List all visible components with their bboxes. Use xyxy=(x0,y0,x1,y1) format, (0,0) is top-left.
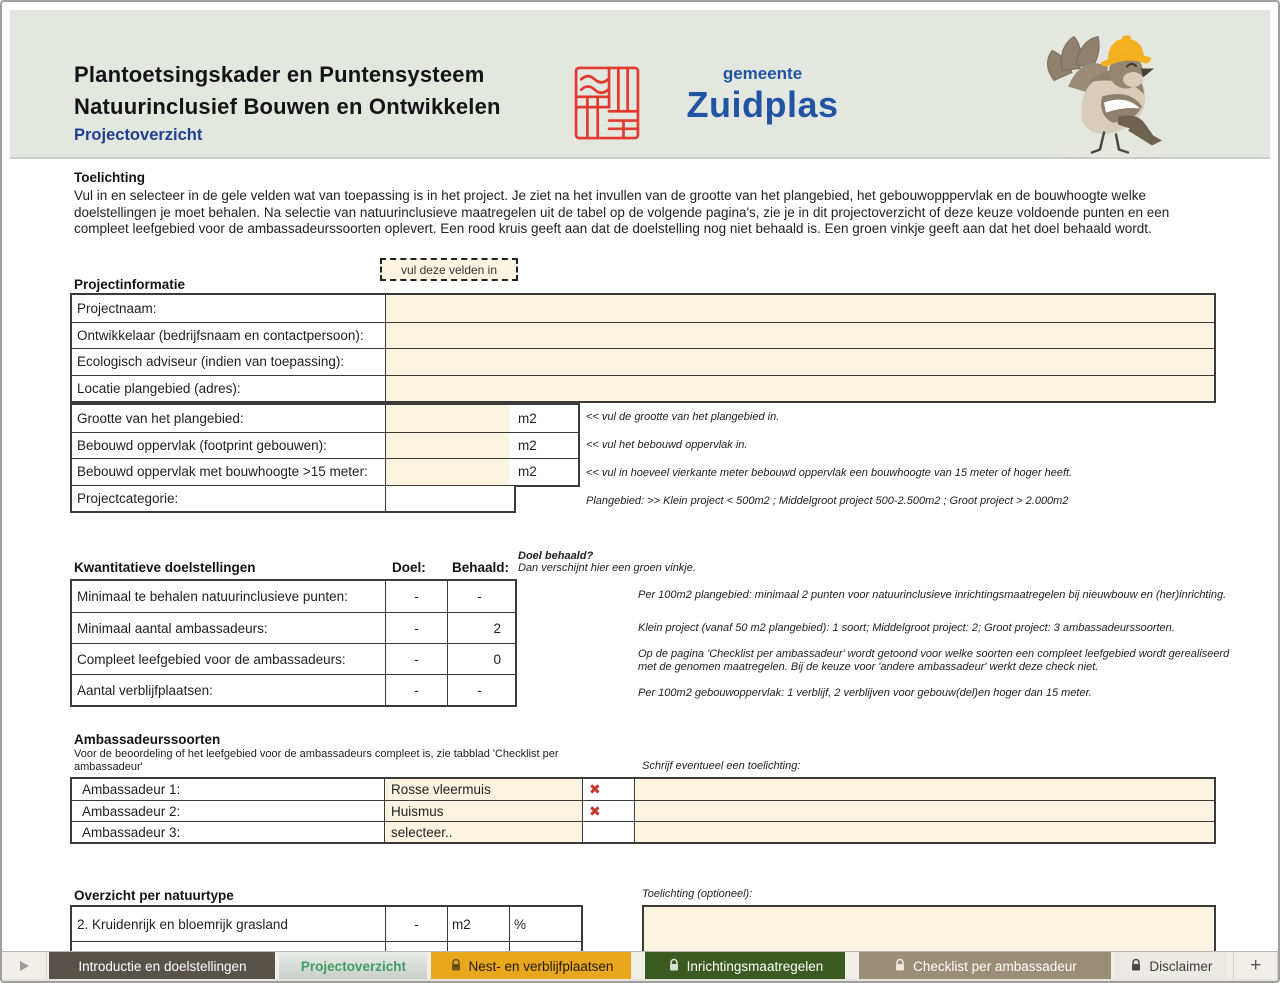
lock-icon xyxy=(450,958,462,975)
row-label: Aantal verblijfplaatsen: xyxy=(77,682,213,698)
table-row xyxy=(72,800,1214,821)
nature-toelichting-field[interactable] xyxy=(642,905,1216,957)
goal-achieved-cell: - xyxy=(447,675,511,705)
nature-right-label: Toelichting (optioneel): xyxy=(642,888,753,900)
field-projectnaam[interactable] xyxy=(385,295,1214,322)
table-row xyxy=(72,322,1214,349)
field-bebouwd-oppervlak[interactable] xyxy=(385,433,509,459)
goals-note-title: Doel behaald? xyxy=(518,550,594,562)
field-ecologisch-adviseur[interactable] xyxy=(385,349,1214,375)
page-title-line2: Natuurinclusief Bouwen en Ontwikkelen xyxy=(74,94,501,119)
project-info-table-bottom xyxy=(70,403,516,513)
add-sheet-button[interactable] xyxy=(1233,952,1278,980)
goal-target-cell: - xyxy=(385,644,447,674)
goals-hints xyxy=(638,579,1250,710)
lock-icon xyxy=(1130,958,1142,975)
goals-heading: Kwantitatieve doelstellingen xyxy=(74,560,256,575)
row-label: Ontwikkelaar (bedrijfsnaam en contactpersoon): xyxy=(77,327,364,343)
table-row xyxy=(72,581,515,612)
ambassador-1-toelichting-field[interactable] xyxy=(634,779,1214,800)
tab-label: Checklist per ambassadeur xyxy=(913,958,1077,974)
project-info-hints xyxy=(586,403,1226,516)
table-row xyxy=(72,643,515,674)
page-title-line1: Plantoetsingskader en Puntensysteem xyxy=(74,62,485,87)
ambassador-2-select[interactable]: Huismus xyxy=(384,801,582,821)
goal-target-cell: - xyxy=(385,581,447,612)
hint-text: << vul in hoeveel vierkante meter bebouwd oppervlak een bouwhoogte van 15 meter of hoger heeft. xyxy=(586,467,1073,480)
hint-text: Op de pagina 'Checklist per ambassadeur' wordt getoond voor welke soorten een compleet leefgebied wordt gerealiseerd met de genomen maatregelen. Bij de keuze voor 'andere ambassadeur' werkt deze check niet. xyxy=(638,648,1230,673)
hint-text: << vul de grootte van het plangebied in. xyxy=(586,411,780,423)
unit-m2: m2 xyxy=(518,437,537,453)
table-row xyxy=(72,348,1214,375)
sheet-tab-bar xyxy=(2,951,1278,980)
unit-column xyxy=(514,403,580,487)
table-row xyxy=(72,612,515,643)
nature-value-cell: - xyxy=(385,907,447,941)
row-label: 2. Kruidenrijk en bloemrijk grasland xyxy=(77,916,288,932)
statusbar-strip xyxy=(2,979,1278,983)
goal-achieved-cell: 2 xyxy=(447,613,511,643)
field-locatie-plangebied[interactable] xyxy=(385,376,1214,402)
row-label: Minimaal te behalen natuurinclusieve punten: xyxy=(77,589,348,604)
tab-scroll-button[interactable] xyxy=(2,952,47,980)
red-cross-icon: ✖ xyxy=(589,802,601,819)
table-row xyxy=(72,295,1214,322)
hint-text: << vul het bebouwd oppervlak in. xyxy=(586,439,748,452)
row-label: Ecologisch adviseur (indien van toepassing): xyxy=(77,354,345,370)
header-band xyxy=(10,10,1270,159)
table-row xyxy=(72,907,581,941)
plus-icon: + xyxy=(1250,955,1262,976)
hint-text: Per 100m2 plangebied: minimaal 2 punten voor natuurinclusieve inrichtingsmaatregelen bij nieuwbouw en (her)inrichting. xyxy=(638,589,1227,602)
table-row xyxy=(72,432,514,459)
row-label: Ambassadeur 3: xyxy=(82,824,181,840)
goals-col-doel: Doel: xyxy=(392,560,426,575)
table-row xyxy=(72,458,514,485)
hint-text: Plangebied: >> Klein project < 500m2 ; Middelgroot project 500-2.500m2 ; Groot project > 2.000m2 xyxy=(586,495,1069,508)
project-info-table-top xyxy=(70,293,1216,403)
nature-table xyxy=(70,905,583,955)
intro-heading: Toelichting xyxy=(74,170,145,185)
ambassadors-heading: Ambassadeurssoorten xyxy=(74,732,221,747)
row-label: Projectcategorie: xyxy=(77,490,179,506)
ambassadors-table xyxy=(70,777,1216,844)
row-label: Bebouwd oppervlak (footprint gebouwen): xyxy=(77,437,327,453)
unit-m2: m2 xyxy=(518,410,537,426)
field-grootte-plangebied[interactable] xyxy=(385,405,509,432)
page-subtitle: Projectoverzicht xyxy=(74,126,203,144)
row-label: Bebouwd oppervlak met bouwhoogte >15 meter: xyxy=(77,464,368,480)
goals-table xyxy=(70,579,517,707)
goal-target-cell: - xyxy=(385,613,447,643)
table-row xyxy=(72,485,514,512)
lock-icon xyxy=(894,958,906,975)
red-cross-icon: ✖ xyxy=(589,781,601,797)
ambassador-3-toelichting-field[interactable] xyxy=(634,822,1214,842)
fill-fields-callout: vul deze velden in xyxy=(380,258,518,281)
goal-achieved-cell: 0 xyxy=(447,644,511,674)
status-cell xyxy=(582,822,634,842)
row-label: Compleet leefgebied voor de ambassadeurs: xyxy=(77,651,346,667)
lock-icon xyxy=(668,958,680,975)
tab-label: Projectoverzicht xyxy=(300,958,406,974)
tab-inrichtingsmaatregelen[interactable] xyxy=(645,952,845,980)
tab-label: Nest- en verblijfplaatsen xyxy=(468,958,614,974)
tab-nest-en-verblijfplaatsen[interactable] xyxy=(431,952,631,980)
table-row xyxy=(72,821,1214,842)
goal-target-cell: - xyxy=(385,675,447,705)
field-bebouwd-oppervlak-15m[interactable] xyxy=(385,459,509,485)
field-ontwikkelaar[interactable] xyxy=(385,323,1214,349)
scroll-right-icon xyxy=(20,961,29,971)
table-row xyxy=(72,779,1214,800)
tab-checklist-per-ambassadeur[interactable] xyxy=(859,952,1111,980)
nature-heading: Overzicht per natuurtype xyxy=(74,888,234,903)
ambassador-1-select[interactable]: Rosse vleermuis xyxy=(384,779,582,800)
unit-m2: m2 xyxy=(518,464,537,480)
logo-text-zuidplas: Zuidplas xyxy=(686,84,839,125)
goals-col-behaald: Behaald: xyxy=(452,560,510,575)
goal-achieved-cell: - xyxy=(447,581,511,612)
ambassador-2-toelichting-field[interactable] xyxy=(634,801,1214,821)
tab-label: Introductie en doelstellingen xyxy=(78,958,247,974)
row-label: Locatie plangebied (adres): xyxy=(77,380,241,396)
row-label: Minimaal aantal ambassadeurs: xyxy=(77,620,268,636)
row-label: Projectnaam: xyxy=(77,300,157,316)
tab-introductie-en-doelstellingen[interactable] xyxy=(49,952,275,980)
hint-text: Klein project (vanaf 50 m2 plangebied): 1 soort; Middelgroot project: 2; Groot project: 3 ambassadeurssoorten. xyxy=(638,622,1175,634)
hint-text: Per 100m2 gebouwoppervlak: 1 verblijf, 2 verblijven voor gebouw(del)en hoger dan 15 meter. xyxy=(638,687,1092,699)
ambassador-3-select[interactable]: selecteer.. xyxy=(384,822,582,842)
ambassadors-note: Voor de beoordeling of het leefgebied voor de ambassadeurs compleet is, zie tabblad 'Checklist per ambassadeur' xyxy=(74,748,559,773)
logo-text-gemeente: gemeente xyxy=(722,64,803,83)
tab-label: Inrichtingsmaatregelen xyxy=(686,958,824,974)
tab-disclaimer[interactable] xyxy=(1115,952,1227,980)
project-info-heading: Projectinformatie xyxy=(74,277,186,292)
nature-pct-cell: % xyxy=(509,907,571,941)
intro-paragraph: Vul in en selecteer in de gele velden wat van toepassing is in het project. Je ziet na het invullen van de grootte van het plangebied, het gebouwopppervlak en de bouwhoogte welke doelstellingen je moet behalen. Na selectie van natuurinclusieve maatregelen uit de tabel op de volgende pagina's, zie je in dit projectoverzicht of deze keuze voldoende punten en een compleet leefgebied voor de ambassadeurssoorten oplevert. Een rood kruis geeft aan dat de doelstelling nog niet behaald is. Een groen vinkje geeft aan dat het doel behaald wordt. xyxy=(74,188,1170,236)
sparrow-mascot-illustration xyxy=(1042,24,1192,165)
zuidplas-logo-icon xyxy=(574,65,640,146)
table-row xyxy=(72,405,514,432)
row-label: Ambassadeur 1: xyxy=(82,782,181,797)
row-label: Grootte van het plangebied: xyxy=(77,410,244,426)
goals-note-body: Dan verschijnt hier een groen vinkje. xyxy=(518,562,696,574)
table-row xyxy=(72,375,1214,402)
field-projectcategorie[interactable] xyxy=(385,486,509,512)
tab-projectoverzicht[interactable] xyxy=(279,952,427,980)
ambassadors-right-label: Schrijf eventueel een toelichting: xyxy=(642,760,801,772)
nature-unit-cell: m2 xyxy=(447,907,509,941)
tab-label: Disclaimer xyxy=(1149,958,1213,974)
row-label: Ambassadeur 2: xyxy=(82,803,181,819)
table-row xyxy=(72,674,515,705)
